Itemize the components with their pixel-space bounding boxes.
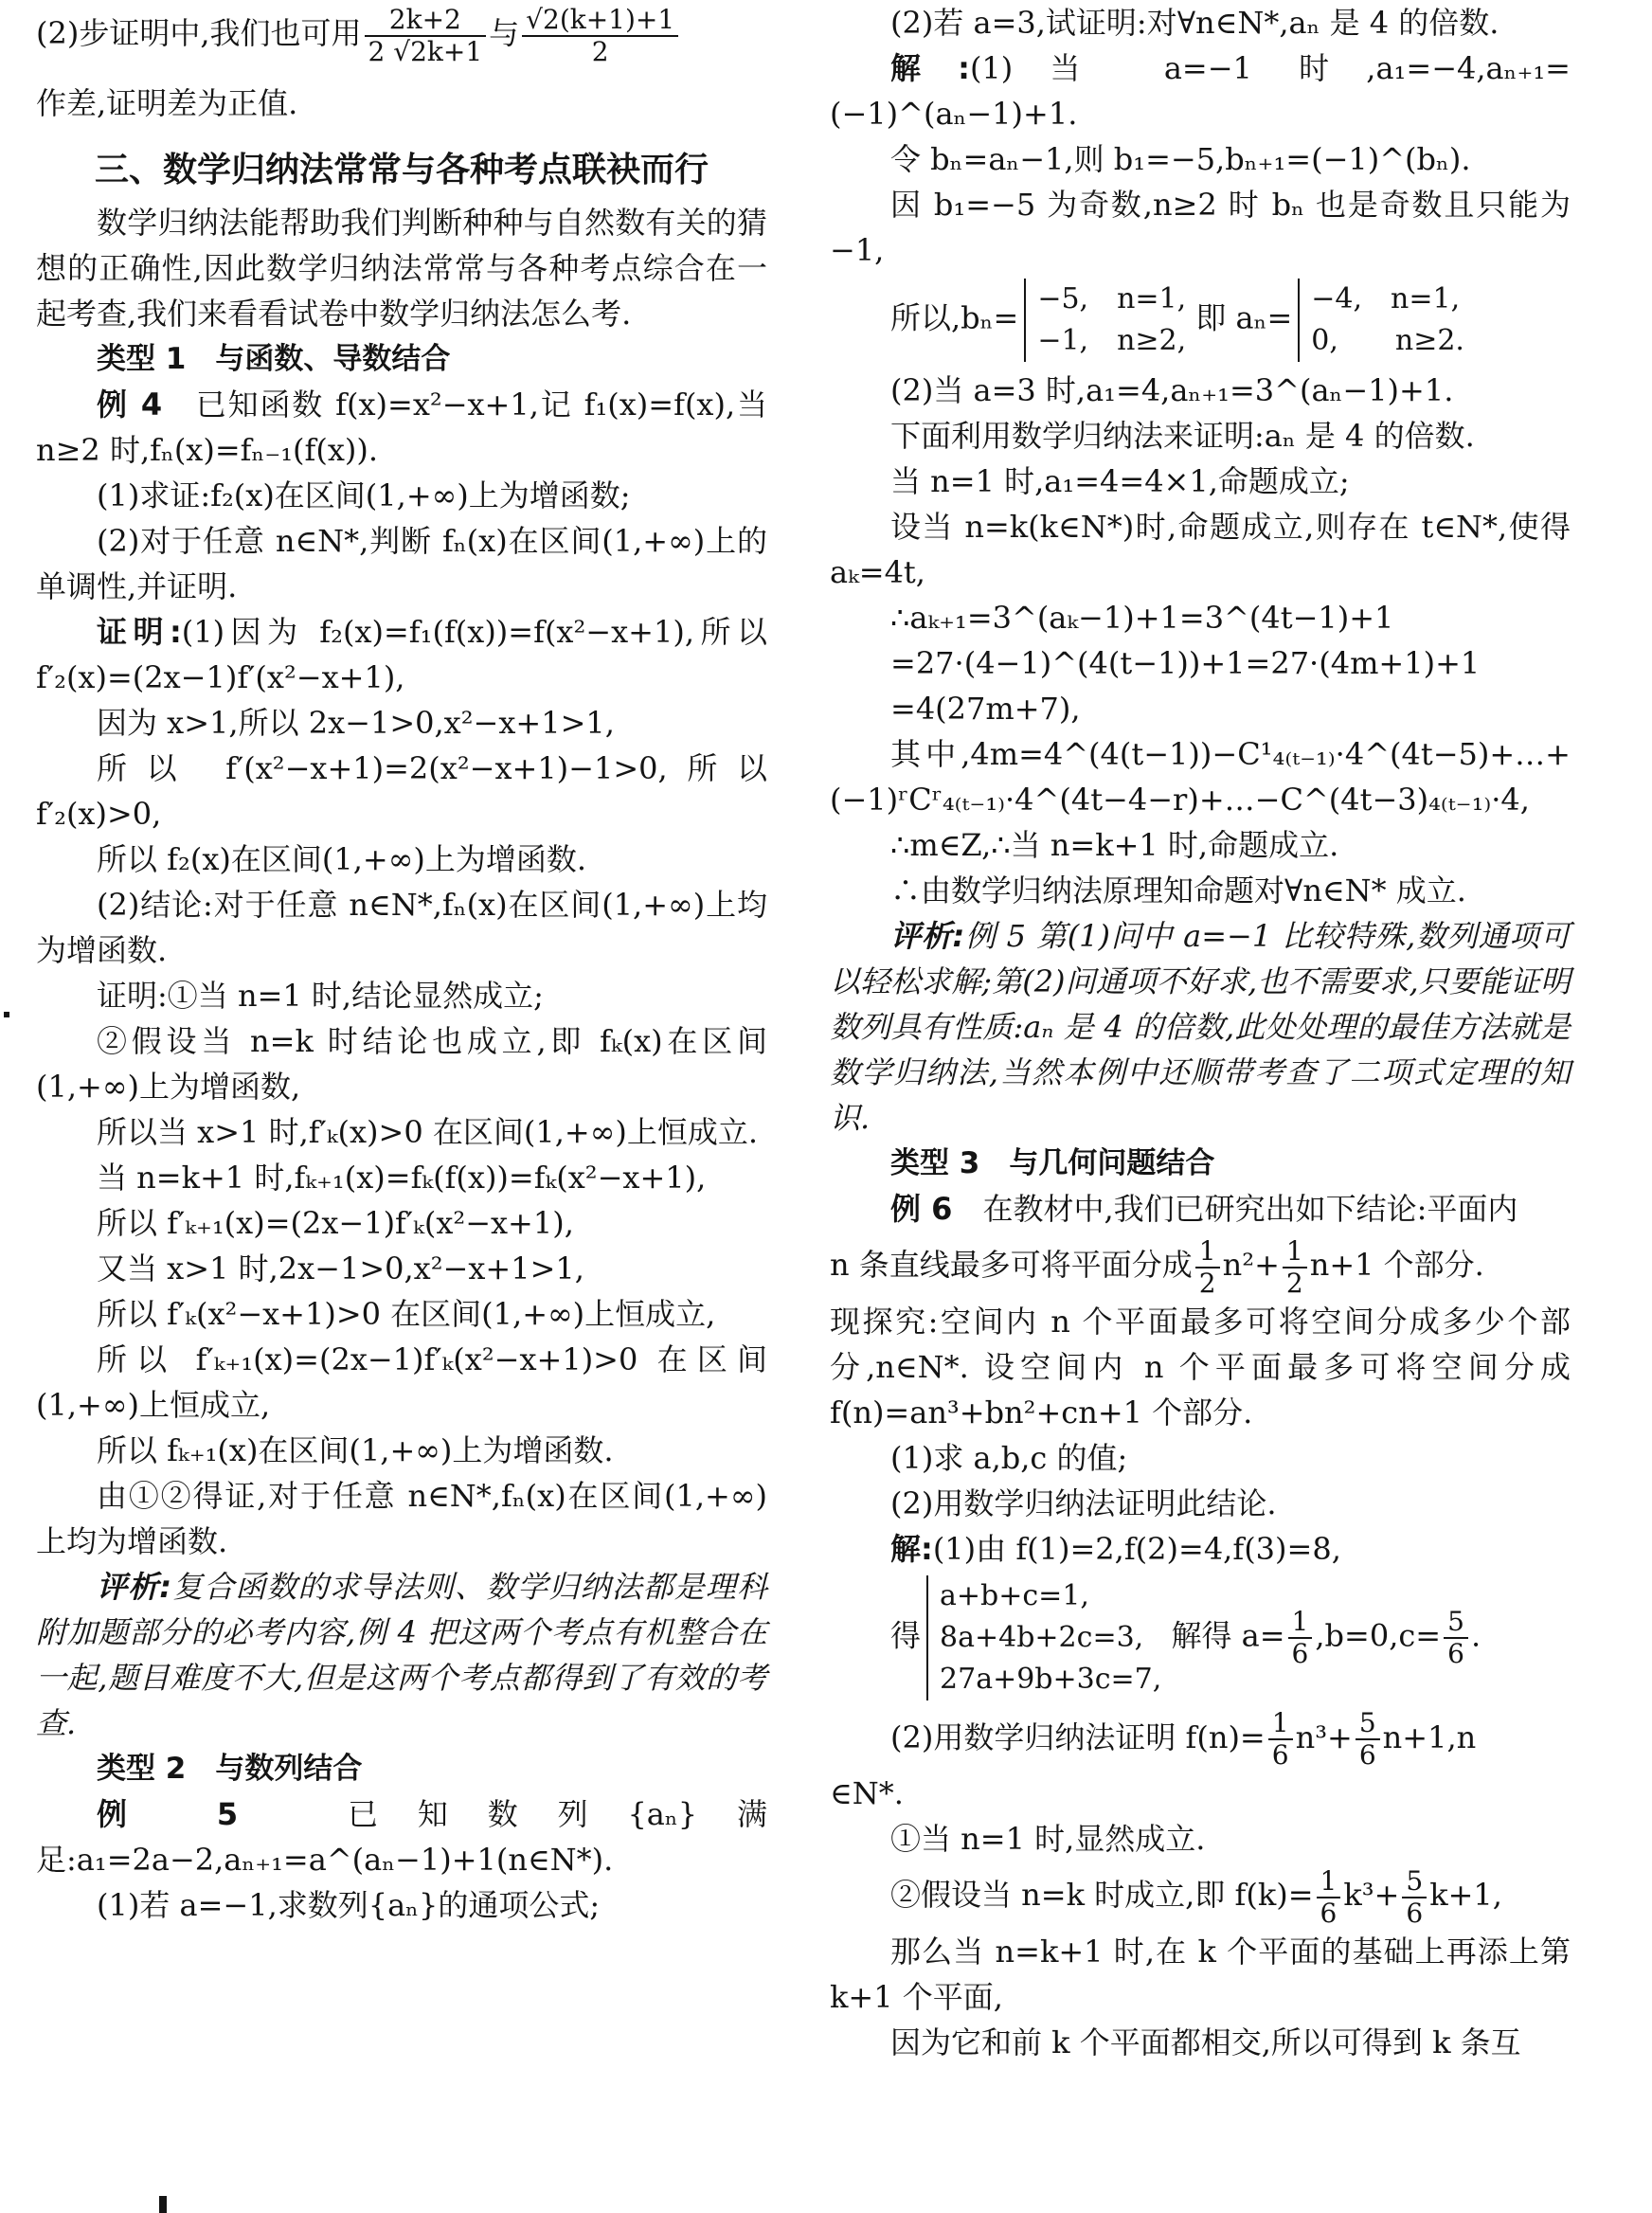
proof-text: (1)因为 f₂(x)=f₁(f(x))=f(x²−x+1),所以 f′₂(x)=(2x−1)f′(x²−x+1), (36, 613, 767, 695)
proof-14: 所以 fₖ₊₁(x)在区间(1,+∞)上为增函数. (97, 1431, 614, 1468)
fraction-denominator: 2 √2k+1 (368, 35, 483, 67)
example-5 (36, 1791, 767, 1882)
left-line-1 (36, 0, 767, 67)
equation-line: 8a+4b+2c=3, (940, 1620, 1144, 1654)
proof-4: 所以 f₂(x)在区间(1,+∞)上为增函数. (97, 840, 587, 877)
case-line: −4, n=1, (1311, 282, 1461, 315)
fraction-numerator: 5 (1402, 1866, 1427, 1898)
piecewise-a (1298, 279, 1464, 362)
fraction-denominator: 6 (1358, 1739, 1376, 1771)
equation-line: 27a+9b+3c=7, (940, 1662, 1162, 1696)
proof-1 (36, 609, 767, 700)
fraction (1444, 1607, 1468, 1669)
text: (2)步证明中,我们也可用 (36, 15, 362, 51)
example-text: 已知函数 f(x)=x²−x+1,记 f₁(x)=f(x),当 n≥2 时,fₙ(x)=fₙ₋₁(f(x)). (36, 386, 767, 468)
example-6-q1: (1)求 a,b,c 的值; (890, 1439, 1128, 1476)
solution-14: ∴由数学归纳法原理知命题对∀n∈N* 成立. (890, 873, 1466, 909)
text: 解得 a= (1171, 1617, 1285, 1653)
solution-8: 设当 n=k(k∈N*)时,命题成立,则存在 t∈N*,使得 aₖ=4t, (830, 509, 1571, 590)
type-1-heading: 类型 1 与函数、导数结合 (97, 341, 451, 376)
fraction-numerator: 1 (1283, 1236, 1307, 1268)
case-line: −1, n≥2, (1037, 324, 1187, 357)
case-line: −5, n=1, (1037, 282, 1187, 315)
fraction (1317, 1866, 1341, 1929)
proof-3: 所以 f′(x²−x+1)=2(x²−x+1)−1>0,所以 f′₂(x)>0, (36, 749, 767, 832)
comment-label: 评析: (97, 1568, 172, 1605)
fraction (1402, 1866, 1427, 1929)
example-4 (36, 382, 767, 473)
fraction-denominator: 6 (1320, 1897, 1338, 1929)
fraction-numerator: 5 (1444, 1607, 1468, 1639)
solution6-6: 因为它和前 k 个平面都相交,所以可得到 k 条互 (890, 2024, 1521, 2060)
solution-9: ∴aₖ₊₁=3^(aₖ−1)+1=3^(4t−1)+1 (890, 600, 1394, 636)
intro-paragraph: 数学归纳法能帮助我们判断种种与自然数有关的猜想的正确性,因此数学归纳法常常与各种考点综合在一起考查,我们来看看试卷中数学归纳法怎么考. (36, 204, 767, 332)
solution-10: =27·(4−1)^(4(t−1))+1=27·(4m+1)+1 (890, 645, 1481, 681)
example-6-b (830, 1232, 1571, 1299)
fraction-denominator: 6 (1447, 1637, 1464, 1669)
proof-9: 当 n=k+1 时,fₖ₊₁(x)=fₖ(f(x))=fₖ(x²−x+1), (97, 1159, 707, 1196)
example-5-q1: (1)若 a=−1,求数列{aₙ}的通项公式; (97, 1886, 601, 1923)
fraction-2 (522, 5, 678, 67)
fraction-numerator: √2(k+1)+1 (522, 5, 678, 37)
piecewise-b (1024, 279, 1186, 362)
comment-text: 例 5 第(1)问中 a=−1 比较特殊,数列通项可以轻松求解;第(2)问通项不好求,也不需要求,只要能证明数列具有性质:aₙ 是 4 的倍数,此处处理的最佳方法就是数学归纳法,当然本例中还顺带考查了二项式定理的知识. (830, 918, 1571, 1136)
scan-mark (4, 1012, 9, 1017)
solution-1 (830, 45, 1571, 136)
fraction (1288, 1607, 1313, 1669)
solution6-2-tail: ∈N*. (830, 1775, 904, 1811)
solution-7: 当 n=1 时,a₁=4=4×1,命题成立; (890, 463, 1350, 499)
fraction-denominator: 6 (1406, 1897, 1424, 1929)
text: n²+ (1222, 1247, 1280, 1283)
solution-5: (2)当 a=3 时,a₁=4,aₙ₊₁=3^(aₙ−1)+1. (890, 372, 1454, 408)
example-6-a (830, 1186, 1571, 1232)
fraction-numerator: 1 (1288, 1607, 1313, 1639)
text: n+1 个部分. (1309, 1247, 1484, 1283)
left-column (36, 0, 767, 1928)
comment-1 (36, 1564, 767, 1746)
solution-3: 因 b₁=−5 为奇数,n≥2 时 bₙ 也是奇数且只能为−1, (830, 187, 1571, 268)
solution-6: 下面利用数学归纳法来证明:aₙ 是 4 的倍数. (890, 418, 1475, 454)
solution-label: 解: (890, 50, 970, 86)
proof-13: 所以 f′ₖ₊₁(x)=(2x−1)f′ₖ(x²−x+1)>0 在区间(1,+∞)上恒成立, (36, 1340, 767, 1423)
solution-11: =4(27m+7), (890, 691, 1081, 727)
example-label: 例 6 (890, 1191, 953, 1227)
solution6-3: ①当 n=1 时,显然成立. (890, 1821, 1206, 1857)
fraction-numerator: 1 (1195, 1236, 1220, 1268)
text: 所以,bₙ= (890, 299, 1019, 336)
example-label: 例 5 (97, 1795, 239, 1832)
solution6-1 (830, 1526, 1571, 1572)
text: ,b=0,c= (1315, 1617, 1442, 1653)
text: n+1,n (1382, 1718, 1477, 1755)
fraction-numerator: 5 (1356, 1708, 1380, 1740)
solution-2: 令 bₙ=aₙ−1,则 b₁=−5,bₙ₊₁=(−1)^(bₙ). (890, 141, 1471, 177)
solution6-4 (830, 1862, 1571, 1929)
system-brace (926, 1575, 1161, 1700)
type-3-heading: 类型 3 与几何问题结合 (890, 1146, 1215, 1180)
fraction-denominator: 2 (1198, 1267, 1216, 1299)
example-label: 例 4 (97, 386, 163, 423)
fraction-1 (365, 5, 487, 67)
solution-text: (1)由 f(1)=2,f(2)=4,f(3)=8, (932, 1530, 1341, 1567)
fraction (1283, 1236, 1307, 1299)
proof-label: 证明: (97, 613, 182, 650)
text: . (1470, 1617, 1481, 1653)
proof-12: 所以 f′ₖ(x²−x+1)>0 在区间(1,+∞)上恒成立, (97, 1295, 716, 1332)
example-5-q2: (2)若 a=3,试证明:对∀n∈N*,aₙ 是 4 的倍数. (890, 5, 1499, 41)
example-6-q2: (2)用数学归纳法证明此结论. (890, 1484, 1277, 1521)
fraction-denominator: 2 (591, 35, 609, 67)
fraction-numerator: 1 (1268, 1708, 1293, 1740)
solution-13: ∴m∈Z,∴当 n=k+1 时,命题成立. (890, 827, 1339, 863)
text: 与 (489, 15, 520, 51)
proof-6: 证明:①当 n=1 时,结论显然成立; (97, 977, 544, 1014)
example-6-c: 现探究:空间内 n 个平面最多可将空间分成多少个部分,n∈N*. 设空间内 n 个平面最多可将空间分成 f(n)=an³+bn²+cn+1 个部分. (830, 1303, 1571, 1430)
piecewise-line (830, 279, 1571, 362)
comment-2 (830, 913, 1571, 1141)
text: k+1, (1429, 1877, 1502, 1913)
case-line: 0, n≥2. (1311, 324, 1464, 357)
example-4-q2: (2)对于任意 n∈N*,判断 fₙ(x)在区间(1,+∞)上的单调性,并证明. (36, 522, 767, 604)
right-column (830, 0, 1571, 2065)
type-2-heading: 类型 2 与数列结合 (97, 1751, 363, 1786)
example-4-q1: (1)求证:f₂(x)在区间(1,+∞)上为增函数; (97, 477, 631, 513)
proof-2: 因为 x>1,所以 2x−1>0,x²−x+1>1, (97, 704, 615, 741)
text: n 条直线最多可将平面分成 (830, 1247, 1193, 1283)
solution-12: 其中,4m=4^(4(t−1))−C¹₄₍ₜ₋₁₎·4^(4t−5)+…+(−1)ʳCʳ₄₍ₜ₋₁₎·4^(4t−4−r)+…−C^(4t−3)₄₍ₜ₋₁₎·4, (830, 736, 1571, 818)
proof-5: (2)结论:对于任意 n∈N*,fₙ(x)在区间(1,+∞)上均为增函数. (36, 886, 767, 968)
text: 得 (890, 1617, 922, 1653)
fraction (1356, 1708, 1380, 1771)
fraction-denominator: 6 (1271, 1739, 1289, 1771)
example-text: 已知数列{aₙ}满足:a₁=2a−2,aₙ₊₁=a^(aₙ−1)+1(n∈N*). (36, 1795, 767, 1878)
left-line-2: 作差,证明差为正值. (36, 84, 298, 121)
text: n³+ (1295, 1718, 1353, 1755)
equation-system (830, 1575, 1571, 1700)
fraction (1268, 1708, 1293, 1771)
section-heading: 三、数学归纳法常常与各种考点联袂而行 (94, 150, 709, 189)
solution6-2 (830, 1704, 1571, 1772)
fraction-denominator: 2 (1285, 1267, 1303, 1299)
solution-label: 解: (890, 1530, 933, 1567)
text: 即 aₙ= (1195, 299, 1293, 336)
example-text: 在教材中,我们已研究出如下结论:平面内 (982, 1191, 1518, 1227)
proof-15: 由①②得证,对于任意 n∈N*,fₙ(x)在区间(1,+∞)上均为增函数. (36, 1477, 767, 1559)
proof-11: 又当 x>1 时,2x−1>0,x²−x+1>1, (97, 1250, 584, 1286)
text: ②假设当 n=k 时成立,即 f(k)= (890, 1877, 1314, 1913)
solution-text: (1)当 a=−1 时,a₁=−4,aₙ₊₁=(−1)^(aₙ−1)+1. (830, 50, 1571, 132)
equation-line: a+b+c=1, (940, 1578, 1089, 1612)
text: (2)用数学归纳法证明 f(n)= (890, 1718, 1266, 1755)
fraction (1195, 1236, 1220, 1299)
fraction-denominator: 6 (1291, 1637, 1309, 1669)
solution6-5: 那么当 n=k+1 时,在 k 个平面的基础上再添上第 k+1 个平面, (830, 1933, 1571, 2015)
proof-10: 所以 f′ₖ₊₁(x)=(2x−1)f′ₖ(x²−x+1), (97, 1204, 574, 1241)
scan-mark (159, 2196, 167, 2213)
comment-text: 复合函数的求导法则、数学归纳法都是理科附加题部分的必考内容,例 4 把这两个考点有机整合在一起,题目难度不大,但是这两个考点都得到了有效的考查. (36, 1568, 767, 1741)
proof-8: 所以当 x>1 时,f′ₖ(x)>0 在区间(1,+∞)上恒成立. (97, 1113, 759, 1150)
text: k³+ (1343, 1877, 1400, 1913)
comment-label: 评析: (890, 918, 965, 954)
fraction-numerator: 2k+2 (365, 5, 487, 37)
fraction-numerator: 1 (1317, 1866, 1341, 1898)
proof-7: ②假设当 n=k 时结论也成立,即 fₖ(x)在区间(1,+∞)上为增函数, (36, 1022, 767, 1105)
